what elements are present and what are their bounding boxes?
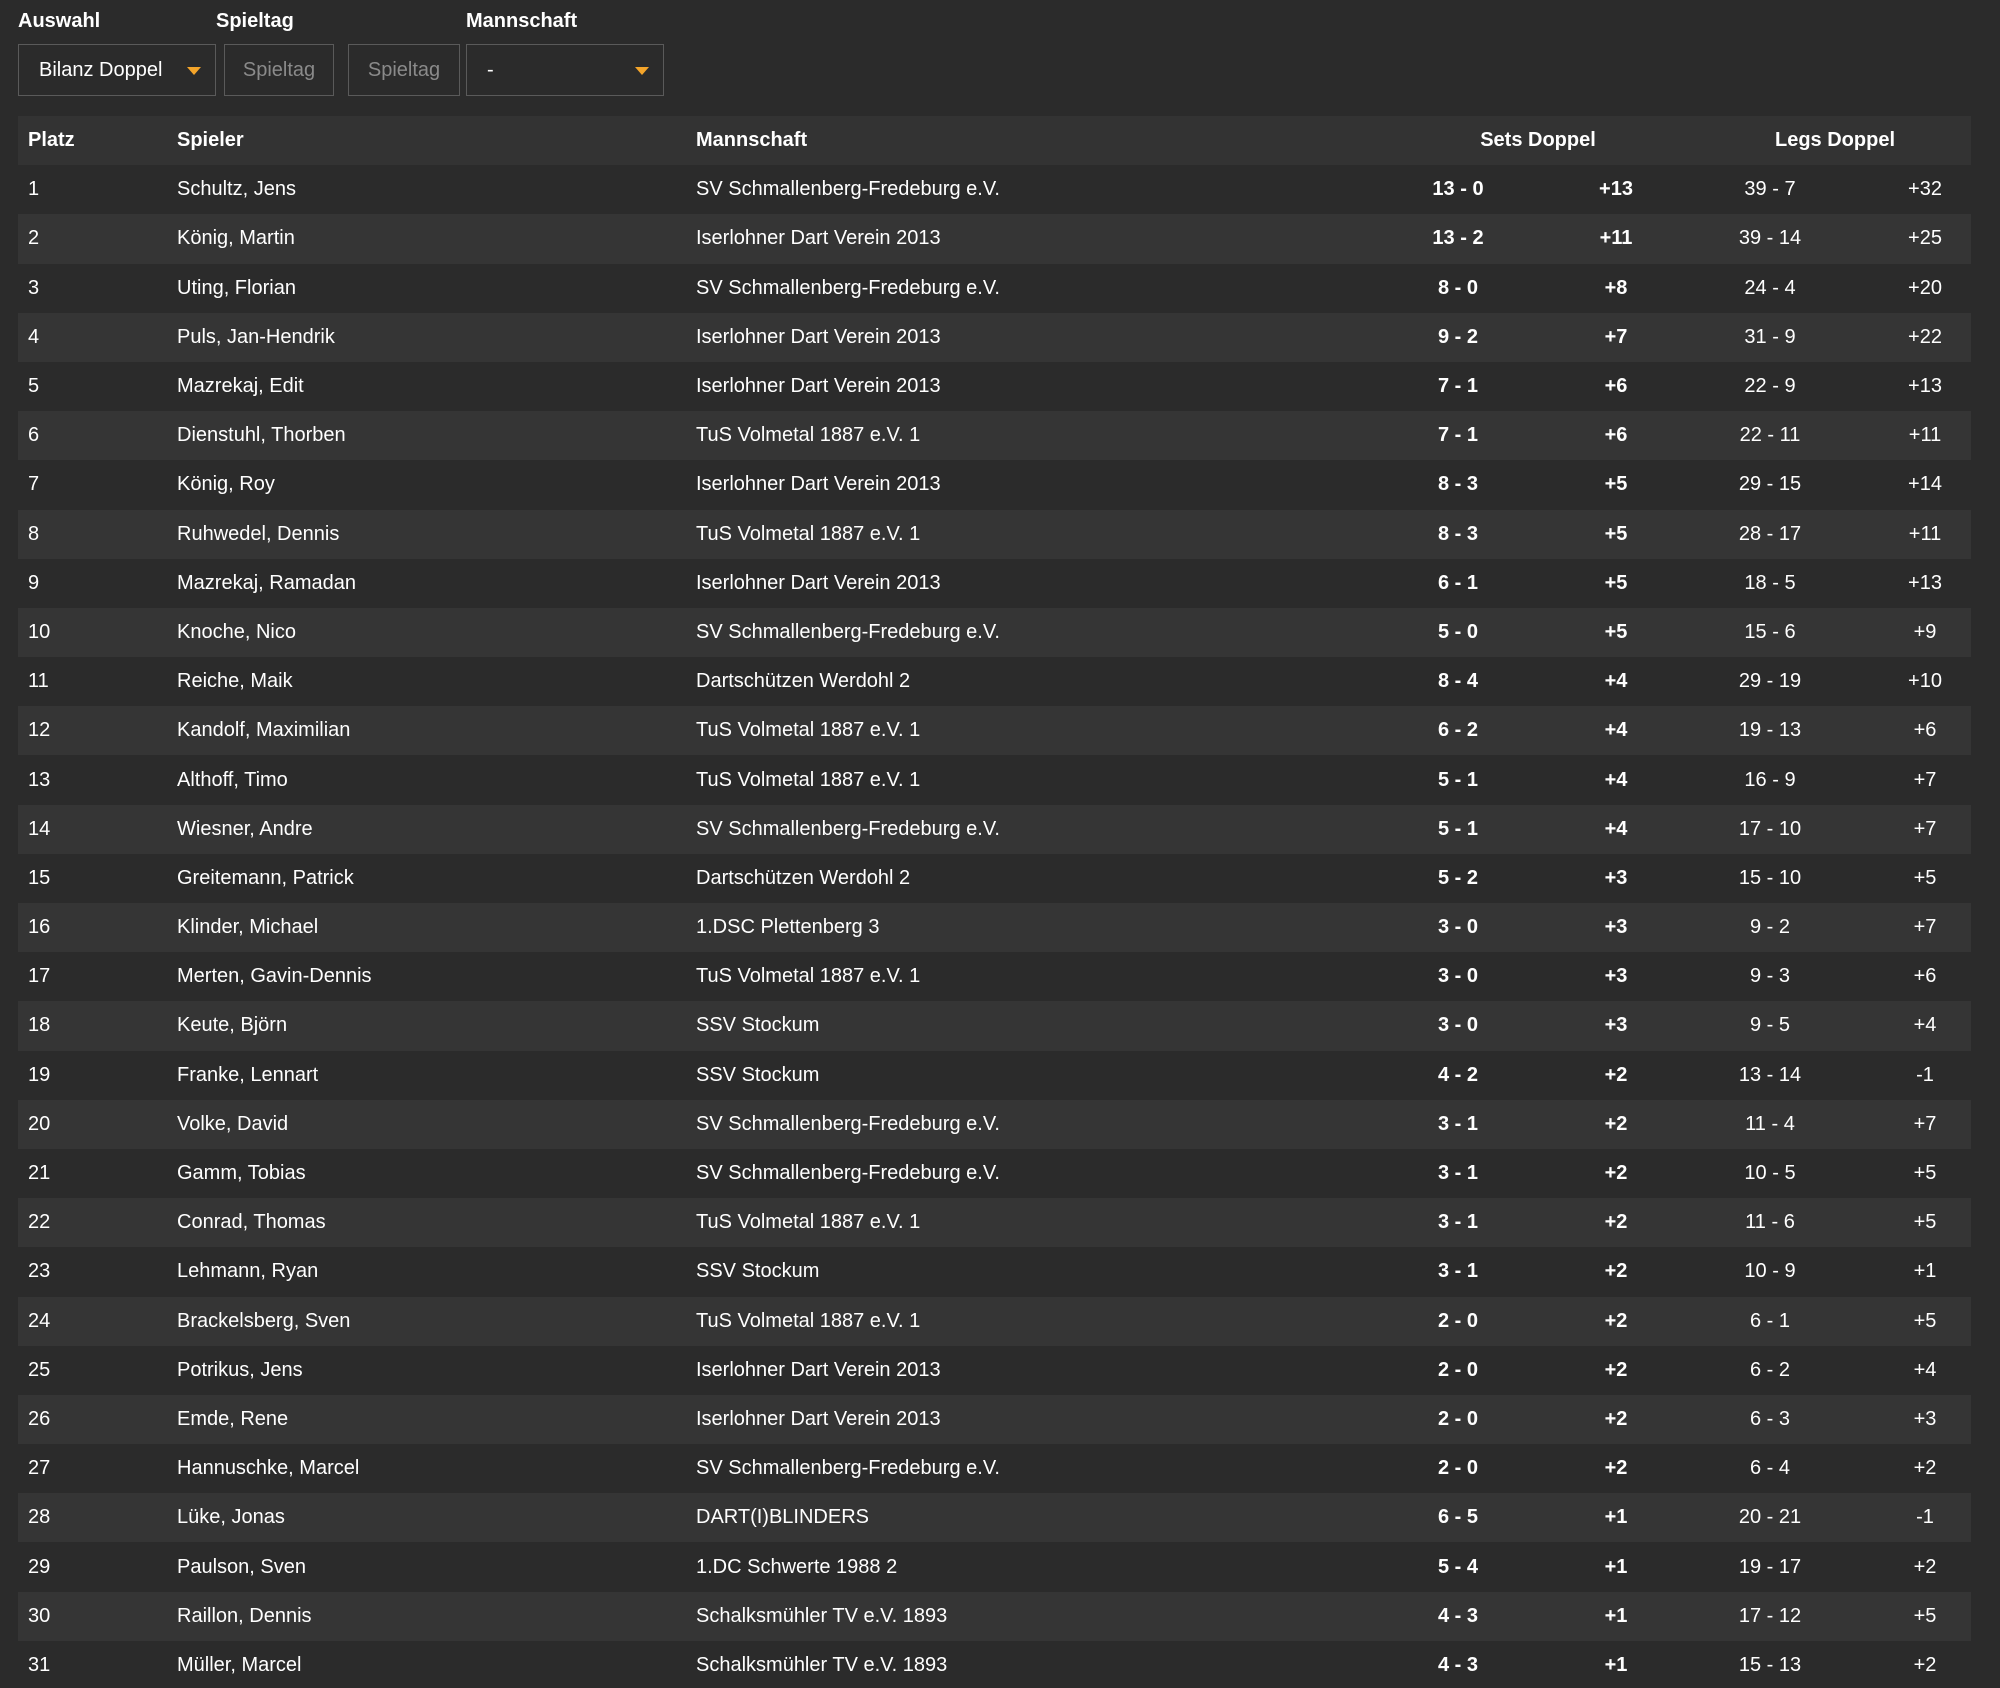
sets-doppel-cell: 7 - 1 bbox=[1437, 424, 1479, 447]
legs-diff-cell: +11 bbox=[1908, 424, 1942, 447]
legs-diff-cell: +4 bbox=[1913, 1358, 1937, 1381]
platz-cell: 29 bbox=[28, 1555, 51, 1578]
spieler-cell: Mazrekaj, Edit bbox=[177, 375, 304, 398]
legs-diff-cell: +6 bbox=[1913, 965, 1937, 988]
table-row bbox=[18, 264, 1971, 313]
legs-diff-cell: +22 bbox=[1908, 325, 1942, 348]
legs-diff-cell: +7 bbox=[1913, 916, 1937, 939]
spieltag-from-input[interactable] bbox=[224, 44, 334, 96]
mannschaft-cell: TuS Volmetal 1887 e.V. 1 bbox=[696, 424, 921, 447]
mannschaft-cell: SV Schmallenberg-Fredeburg e.V. bbox=[696, 1112, 1000, 1135]
sets-doppel-cell: 3 - 0 bbox=[1437, 965, 1479, 988]
mannschaft-cell: SSV Stockum bbox=[696, 1260, 820, 1283]
sets-doppel-cell: 5 - 4 bbox=[1437, 1555, 1479, 1578]
spieler-cell: Klinder, Michael bbox=[177, 916, 319, 939]
sets-diff-cell: +1 bbox=[1604, 1506, 1628, 1529]
auswahl-select[interactable] bbox=[18, 44, 216, 96]
legs-doppel-cell: 28 - 17 bbox=[1738, 522, 1802, 545]
spieltag-from-placeholder: Spieltag bbox=[242, 58, 316, 81]
spieler-cell: Ruhwedel, Dennis bbox=[177, 522, 340, 545]
legs-doppel-cell: 15 - 13 bbox=[1738, 1653, 1802, 1676]
platz-cell: 2 bbox=[28, 227, 40, 250]
sets-doppel-cell: 5 - 2 bbox=[1437, 866, 1479, 889]
platz-cell: 24 bbox=[28, 1309, 51, 1332]
legs-diff-cell: +3 bbox=[1913, 1407, 1937, 1430]
mannschaft-cell: SV Schmallenberg-Fredeburg e.V. bbox=[696, 276, 1000, 299]
table-row bbox=[18, 1297, 1971, 1346]
spieler-cell: Paulson, Sven bbox=[177, 1555, 306, 1578]
sets-doppel-cell: 3 - 1 bbox=[1437, 1260, 1479, 1283]
platz-cell: 18 bbox=[28, 1014, 51, 1037]
legs-doppel-cell: 20 - 21 bbox=[1738, 1506, 1802, 1529]
platz-cell: 31 bbox=[28, 1653, 51, 1676]
sets-doppel-cell: 9 - 2 bbox=[1437, 325, 1479, 348]
legs-diff-cell: +5 bbox=[1913, 1309, 1937, 1332]
sets-diff-cell: +1 bbox=[1604, 1555, 1628, 1578]
legs-doppel-cell: 10 - 5 bbox=[1744, 1162, 1796, 1185]
sets-diff-cell: +1 bbox=[1604, 1653, 1628, 1676]
mannschaft-cell: Dartschützen Werdohl 2 bbox=[696, 670, 911, 693]
sets-doppel-cell: 8 - 0 bbox=[1437, 276, 1479, 299]
sets-doppel-cell: 6 - 2 bbox=[1437, 719, 1479, 742]
table-row bbox=[18, 510, 1971, 559]
header-sets-doppel[interactable]: Sets Doppel bbox=[1480, 129, 1596, 152]
sets-doppel-cell: 4 - 2 bbox=[1437, 1063, 1479, 1086]
platz-cell: 10 bbox=[28, 620, 51, 643]
legs-doppel-cell: 6 - 1 bbox=[1749, 1309, 1791, 1332]
spieler-cell: Mazrekaj, Ramadan bbox=[177, 571, 356, 594]
table-row bbox=[18, 313, 1971, 362]
legs-diff-cell: +32 bbox=[1908, 178, 1942, 201]
table-row bbox=[18, 903, 1971, 952]
sets-diff-cell: +6 bbox=[1604, 375, 1628, 398]
sets-diff-cell: +11 bbox=[1599, 227, 1633, 250]
sets-doppel-cell: 3 - 1 bbox=[1437, 1162, 1479, 1185]
spieler-cell: Schultz, Jens bbox=[177, 178, 296, 201]
mannschaft-cell: SSV Stockum bbox=[696, 1063, 820, 1086]
sets-doppel-cell: 3 - 0 bbox=[1437, 1014, 1479, 1037]
mannschaft-cell: Iserlohner Dart Verein 2013 bbox=[696, 227, 941, 250]
legs-doppel-cell: 29 - 15 bbox=[1738, 473, 1802, 496]
sets-doppel-cell: 2 - 0 bbox=[1437, 1309, 1479, 1332]
mannschaft-cell: SV Schmallenberg-Fredeburg e.V. bbox=[696, 1457, 1000, 1480]
mannschaft-label: Mannschaft bbox=[466, 10, 578, 32]
spieler-cell: König, Roy bbox=[177, 473, 275, 496]
platz-cell: 17 bbox=[28, 965, 51, 988]
legs-doppel-cell: 11 - 6 bbox=[1745, 1211, 1795, 1234]
legs-doppel-cell: 18 - 5 bbox=[1744, 571, 1796, 594]
table-row bbox=[18, 1346, 1971, 1395]
sets-doppel-cell: 3 - 0 bbox=[1437, 916, 1479, 939]
header-mannschaft[interactable]: Mannschaft bbox=[696, 129, 808, 152]
spieler-cell: Conrad, Thomas bbox=[177, 1211, 326, 1234]
sets-doppel-cell: 13 - 2 bbox=[1432, 227, 1484, 250]
spieler-cell: Lehmann, Ryan bbox=[177, 1260, 319, 1283]
legs-doppel-cell: 22 - 9 bbox=[1744, 375, 1796, 398]
table-row bbox=[18, 1051, 1971, 1100]
platz-cell: 1 bbox=[28, 178, 40, 201]
mannschaft-cell: Iserlohner Dart Verein 2013 bbox=[696, 1358, 941, 1381]
platz-cell: 13 bbox=[28, 768, 51, 791]
mannschaft-cell: TuS Volmetal 1887 e.V. 1 bbox=[696, 522, 921, 545]
sets-diff-cell: +4 bbox=[1604, 719, 1628, 742]
sets-doppel-cell: 13 - 0 bbox=[1432, 178, 1484, 201]
spieltag-label: Spieltag bbox=[216, 10, 294, 32]
sets-diff-cell: +4 bbox=[1604, 670, 1628, 693]
chevron-down-icon bbox=[635, 67, 649, 75]
sets-doppel-cell: 8 - 4 bbox=[1437, 670, 1479, 693]
table-row bbox=[18, 1493, 1971, 1542]
legs-diff-cell: +2 bbox=[1913, 1457, 1937, 1480]
platz-cell: 5 bbox=[28, 375, 40, 398]
platz-cell: 7 bbox=[28, 473, 40, 496]
sets-diff-cell: +5 bbox=[1604, 620, 1628, 643]
legs-doppel-cell: 19 - 17 bbox=[1738, 1555, 1802, 1578]
mannschaft-cell: SV Schmallenberg-Fredeburg e.V. bbox=[696, 620, 1000, 643]
legs-doppel-cell: 24 - 4 bbox=[1744, 276, 1796, 299]
legs-diff-cell: +20 bbox=[1908, 276, 1942, 299]
sets-diff-cell: +1 bbox=[1604, 1604, 1628, 1627]
mannschaft-cell: Iserlohner Dart Verein 2013 bbox=[696, 473, 941, 496]
spieler-cell: Wiesner, Andre bbox=[177, 817, 313, 840]
sets-doppel-cell: 3 - 1 bbox=[1437, 1112, 1479, 1135]
platz-cell: 8 bbox=[28, 522, 40, 545]
legs-doppel-cell: 13 - 14 bbox=[1738, 1063, 1802, 1086]
sets-doppel-cell: 2 - 0 bbox=[1437, 1358, 1479, 1381]
spieler-cell: Reiche, Maik bbox=[177, 670, 293, 693]
legs-doppel-cell: 9 - 2 bbox=[1749, 916, 1791, 939]
sets-diff-cell: +2 bbox=[1604, 1309, 1628, 1332]
header-platz[interactable]: Platz bbox=[28, 129, 75, 152]
sets-doppel-cell: 5 - 1 bbox=[1437, 817, 1479, 840]
mannschaft-cell: 1.DSC Plettenberg 3 bbox=[696, 916, 880, 939]
mannschaft-cell: SV Schmallenberg-Fredeburg e.V. bbox=[696, 1162, 1000, 1185]
platz-cell: 15 bbox=[28, 866, 51, 889]
legs-diff-cell: +13 bbox=[1908, 375, 1942, 398]
table-row bbox=[18, 1149, 1971, 1198]
platz-cell: 27 bbox=[28, 1457, 51, 1480]
legs-doppel-cell: 10 - 9 bbox=[1744, 1260, 1796, 1283]
auswahl-label: Auswahl bbox=[18, 10, 101, 32]
table-row bbox=[18, 755, 1971, 804]
spieler-cell: Hannuschke, Marcel bbox=[177, 1457, 360, 1480]
legs-doppel-cell: 39 - 7 bbox=[1744, 178, 1796, 201]
spieler-cell: Franke, Lennart bbox=[177, 1063, 319, 1086]
platz-cell: 4 bbox=[28, 325, 40, 348]
platz-cell: 19 bbox=[28, 1063, 51, 1086]
table-row bbox=[18, 608, 1971, 657]
mannschaft-cell: Schalksmühler TV e.V. 1893 bbox=[696, 1653, 948, 1676]
sets-doppel-cell: 3 - 1 bbox=[1437, 1211, 1479, 1234]
platz-cell: 20 bbox=[28, 1112, 51, 1135]
spieler-cell: Althoff, Timo bbox=[177, 768, 288, 791]
ranking-table bbox=[18, 116, 1971, 1688]
spieler-cell: Lüke, Jonas bbox=[177, 1506, 285, 1529]
legs-diff-cell: +25 bbox=[1908, 227, 1942, 250]
spieltag-to-input[interactable] bbox=[348, 44, 460, 96]
table-row bbox=[18, 657, 1971, 706]
sets-diff-cell: +7 bbox=[1604, 325, 1628, 348]
legs-doppel-cell: 17 - 10 bbox=[1738, 817, 1802, 840]
legs-doppel-cell: 9 - 5 bbox=[1749, 1014, 1791, 1037]
mannschaft-cell: Schalksmühler TV e.V. 1893 bbox=[696, 1604, 948, 1627]
mannschaft-cell: DART(I)BLINDERS bbox=[696, 1506, 869, 1529]
legs-diff-cell: +9 bbox=[1913, 620, 1937, 643]
legs-doppel-cell: 6 - 4 bbox=[1749, 1457, 1791, 1480]
sets-doppel-cell: 8 - 3 bbox=[1437, 522, 1479, 545]
mannschaft-cell: Iserlohner Dart Verein 2013 bbox=[696, 375, 941, 398]
sets-diff-cell: +5 bbox=[1604, 473, 1628, 496]
legs-doppel-cell: 17 - 12 bbox=[1738, 1604, 1802, 1627]
sets-doppel-cell: 6 - 5 bbox=[1437, 1506, 1479, 1529]
spieler-cell: Brackelsberg, Sven bbox=[177, 1309, 351, 1332]
table-row bbox=[18, 952, 1971, 1001]
legs-doppel-cell: 9 - 3 bbox=[1749, 965, 1791, 988]
spieler-cell: Uting, Florian bbox=[177, 276, 296, 299]
sets-doppel-cell: 5 - 1 bbox=[1437, 768, 1479, 791]
spieler-cell: Greitemann, Patrick bbox=[177, 866, 354, 889]
legs-diff-cell: +5 bbox=[1913, 1211, 1937, 1234]
table-row bbox=[18, 411, 1971, 460]
sets-doppel-cell: 4 - 3 bbox=[1437, 1604, 1479, 1627]
sets-doppel-cell: 6 - 1 bbox=[1437, 571, 1479, 594]
mannschaft-select[interactable] bbox=[466, 44, 664, 96]
mannschaft-cell: Dartschützen Werdohl 2 bbox=[696, 866, 911, 889]
sets-diff-cell: +2 bbox=[1604, 1162, 1628, 1185]
table-row bbox=[18, 559, 1971, 608]
legs-doppel-cell: 6 - 2 bbox=[1749, 1358, 1791, 1381]
table-row bbox=[18, 1198, 1971, 1247]
legs-doppel-cell: 16 - 9 bbox=[1744, 768, 1796, 791]
spieler-cell: Kandolf, Maximilian bbox=[177, 719, 351, 742]
spieler-cell: Potrikus, Jens bbox=[177, 1358, 303, 1381]
platz-cell: 28 bbox=[28, 1506, 51, 1529]
table-row bbox=[18, 165, 1971, 214]
table-row bbox=[18, 460, 1971, 509]
mannschaft-cell: Iserlohner Dart Verein 2013 bbox=[696, 325, 941, 348]
sets-diff-cell: +13 bbox=[1599, 178, 1633, 201]
spieler-cell: Merten, Gavin-Dennis bbox=[177, 965, 372, 988]
spieler-cell: Knoche, Nico bbox=[177, 620, 296, 643]
table-row bbox=[18, 1001, 1971, 1050]
mannschaft-cell: TuS Volmetal 1887 e.V. 1 bbox=[696, 719, 921, 742]
spieler-cell: Emde, Rene bbox=[177, 1407, 289, 1430]
mannschaft-select-value: - bbox=[487, 58, 494, 81]
table-row bbox=[18, 1395, 1971, 1444]
legs-doppel-cell: 15 - 10 bbox=[1738, 866, 1802, 889]
table-row bbox=[18, 1542, 1971, 1591]
platz-cell: 14 bbox=[28, 817, 51, 840]
table-body bbox=[18, 165, 1971, 1688]
sets-doppel-cell: 2 - 0 bbox=[1437, 1407, 1479, 1430]
platz-cell: 11 bbox=[28, 670, 49, 693]
legs-diff-cell: +5 bbox=[1913, 1604, 1937, 1627]
platz-cell: 12 bbox=[28, 719, 51, 742]
spieler-cell: Gamm, Tobias bbox=[177, 1162, 306, 1185]
legs-doppel-cell: 31 - 9 bbox=[1744, 325, 1796, 348]
legs-diff-cell: +10 bbox=[1908, 670, 1942, 693]
sets-diff-cell: +2 bbox=[1604, 1407, 1628, 1430]
legs-diff-cell: +4 bbox=[1913, 1014, 1937, 1037]
mannschaft-cell: SV Schmallenberg-Fredeburg e.V. bbox=[696, 817, 1000, 840]
table-row bbox=[18, 706, 1971, 755]
spieler-cell: Keute, Björn bbox=[177, 1014, 288, 1037]
legs-diff-cell: -1 bbox=[1916, 1506, 1934, 1529]
table-header-row bbox=[18, 116, 1971, 165]
sets-diff-cell: +5 bbox=[1604, 522, 1628, 545]
header-legs-doppel[interactable]: Legs Doppel bbox=[1774, 129, 1895, 152]
platz-cell: 26 bbox=[28, 1407, 51, 1430]
sets-diff-cell: +5 bbox=[1604, 571, 1628, 594]
sets-diff-cell: +2 bbox=[1604, 1260, 1628, 1283]
chevron-down-icon bbox=[187, 67, 201, 75]
mannschaft-cell: Iserlohner Dart Verein 2013 bbox=[696, 571, 941, 594]
mannschaft-cell: Iserlohner Dart Verein 2013 bbox=[696, 1407, 941, 1430]
filter-labels bbox=[0, 10, 2000, 36]
spieler-cell: Raillon, Dennis bbox=[177, 1604, 312, 1627]
legs-doppel-cell: 29 - 19 bbox=[1738, 670, 1802, 693]
platz-cell: 30 bbox=[28, 1604, 51, 1627]
legs-doppel-cell: 22 - 11 bbox=[1739, 424, 1801, 447]
mannschaft-cell: TuS Volmetal 1887 e.V. 1 bbox=[696, 965, 921, 988]
spieler-cell: Volke, David bbox=[177, 1112, 289, 1135]
sets-doppel-cell: 5 - 0 bbox=[1437, 620, 1479, 643]
legs-diff-cell: +7 bbox=[1913, 1112, 1937, 1135]
legs-diff-cell: +2 bbox=[1913, 1653, 1937, 1676]
legs-diff-cell: +13 bbox=[1908, 571, 1942, 594]
sets-doppel-cell: 8 - 3 bbox=[1437, 473, 1479, 496]
mannschaft-cell: 1.DC Schwerte 1988 2 bbox=[696, 1555, 898, 1578]
legs-doppel-cell: 19 - 13 bbox=[1738, 719, 1802, 742]
table-row bbox=[18, 362, 1971, 411]
platz-cell: 22 bbox=[28, 1211, 51, 1234]
sets-diff-cell: +2 bbox=[1604, 1211, 1628, 1234]
table-row bbox=[18, 1641, 1971, 1688]
platz-cell: 23 bbox=[28, 1260, 51, 1283]
spieler-cell: Puls, Jan-Hendrik bbox=[177, 325, 335, 348]
sets-diff-cell: +3 bbox=[1604, 916, 1628, 939]
sets-doppel-cell: 4 - 3 bbox=[1437, 1653, 1479, 1676]
sets-doppel-cell: 7 - 1 bbox=[1437, 375, 1479, 398]
spieler-cell: König, Martin bbox=[177, 227, 295, 250]
legs-diff-cell: +5 bbox=[1913, 866, 1937, 889]
auswahl-select-value: Bilanz Doppel bbox=[39, 58, 163, 81]
sets-diff-cell: +3 bbox=[1604, 1014, 1628, 1037]
platz-cell: 25 bbox=[28, 1358, 51, 1381]
legs-diff-cell: -1 bbox=[1916, 1063, 1934, 1086]
legs-diff-cell: +11 bbox=[1908, 522, 1942, 545]
spieler-cell: Dienstuhl, Thorben bbox=[177, 424, 346, 447]
table-row bbox=[18, 1592, 1971, 1641]
legs-diff-cell: +7 bbox=[1913, 768, 1937, 791]
platz-cell: 3 bbox=[28, 276, 40, 299]
sets-diff-cell: +2 bbox=[1604, 1358, 1628, 1381]
legs-diff-cell: +6 bbox=[1913, 719, 1937, 742]
mannschaft-cell: TuS Volmetal 1887 e.V. 1 bbox=[696, 1309, 921, 1332]
table-row bbox=[18, 1247, 1971, 1296]
mannschaft-cell: SV Schmallenberg-Fredeburg e.V. bbox=[696, 178, 1000, 201]
filter-bar bbox=[0, 44, 2000, 98]
sets-diff-cell: +3 bbox=[1604, 965, 1628, 988]
sets-diff-cell: +2 bbox=[1604, 1457, 1628, 1480]
legs-diff-cell: +7 bbox=[1913, 817, 1937, 840]
legs-diff-cell: +1 bbox=[1913, 1260, 1937, 1283]
table-row bbox=[18, 1100, 1971, 1149]
header-spieler[interactable]: Spieler bbox=[177, 129, 244, 152]
sets-diff-cell: +2 bbox=[1604, 1063, 1628, 1086]
table-row bbox=[18, 1444, 1971, 1493]
platz-cell: 21 bbox=[28, 1162, 51, 1185]
sets-diff-cell: +6 bbox=[1604, 424, 1628, 447]
sets-diff-cell: +2 bbox=[1604, 1112, 1628, 1135]
platz-cell: 9 bbox=[28, 571, 40, 594]
spieler-cell: Müller, Marcel bbox=[177, 1653, 302, 1676]
legs-diff-cell: +14 bbox=[1908, 473, 1942, 496]
table-row bbox=[18, 214, 1971, 263]
legs-diff-cell: +2 bbox=[1913, 1555, 1937, 1578]
platz-cell: 6 bbox=[28, 424, 40, 447]
mannschaft-cell: TuS Volmetal 1887 e.V. 1 bbox=[696, 768, 921, 791]
sets-diff-cell: +4 bbox=[1604, 817, 1628, 840]
platz-cell: 16 bbox=[28, 916, 51, 939]
legs-doppel-cell: 15 - 6 bbox=[1744, 620, 1796, 643]
sets-diff-cell: +4 bbox=[1604, 768, 1628, 791]
spieltag-to-placeholder: Spieltag bbox=[367, 58, 441, 81]
legs-diff-cell: +5 bbox=[1913, 1162, 1937, 1185]
mannschaft-cell: TuS Volmetal 1887 e.V. 1 bbox=[696, 1211, 921, 1234]
legs-doppel-cell: 6 - 3 bbox=[1749, 1407, 1791, 1430]
table-row bbox=[18, 854, 1971, 903]
sets-doppel-cell: 2 - 0 bbox=[1437, 1457, 1479, 1480]
table-row bbox=[18, 805, 1971, 854]
legs-doppel-cell: 39 - 14 bbox=[1738, 227, 1802, 250]
legs-doppel-cell: 11 - 4 bbox=[1745, 1112, 1795, 1135]
sets-diff-cell: +8 bbox=[1604, 276, 1628, 299]
mannschaft-cell: SSV Stockum bbox=[696, 1014, 820, 1037]
sets-diff-cell: +3 bbox=[1604, 866, 1628, 889]
